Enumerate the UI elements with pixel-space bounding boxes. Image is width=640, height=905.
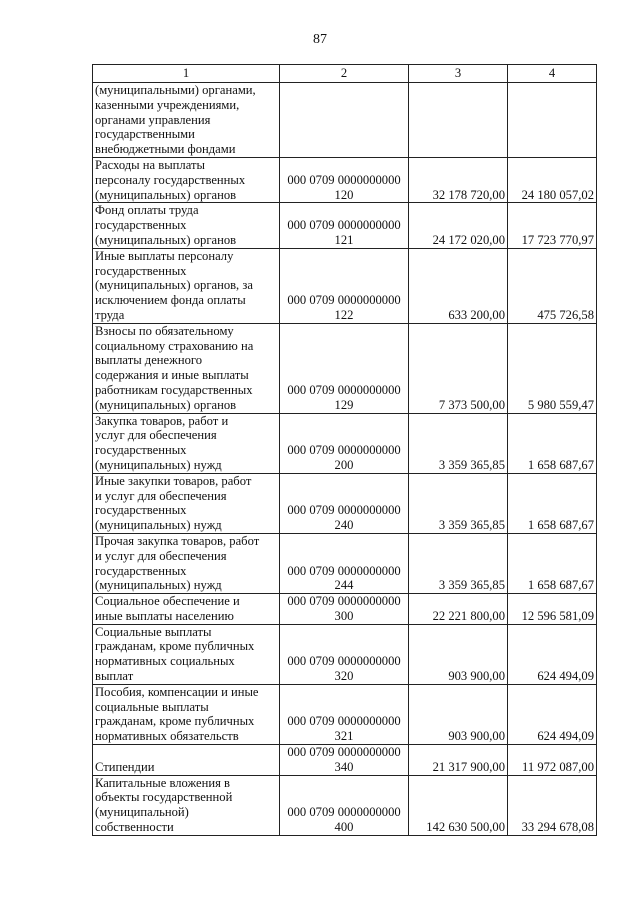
budget-code-cell: 000 0709 0000000000 300 — [280, 594, 409, 625]
budget-code-cell — [280, 83, 409, 158]
col4-value-cell: 12 596 581,09 — [508, 594, 597, 625]
budget-code-cell: 000 0709 0000000000 340 — [280, 745, 409, 776]
row-name-cell: Пособия, компенсации и иные социальные выплаты гражданам, кроме публичных нормативных обязательств — [93, 684, 280, 744]
row-name-cell: Закупка товаров, работ и услуг для обеспечения государственных (муниципальных) нужд — [93, 413, 280, 473]
row-name-cell: (муниципальными) органами, казенными учреждениями, органами управления государственными внебюджетными фондами — [93, 83, 280, 158]
table-row — [93, 157, 597, 202]
col3-value-cell — [409, 83, 508, 158]
budget-code-cell: 000 0709 0000000000 129 — [280, 323, 409, 413]
row-name-cell: Фонд оплаты труда государственных (муниципальных) органов — [93, 203, 280, 248]
col3-value-cell: 3 359 365,85 — [409, 473, 508, 533]
column-header: 2 — [280, 65, 409, 83]
table-row — [93, 248, 597, 323]
col4-value-cell — [508, 83, 597, 158]
col4-value-cell: 1 658 687,67 — [508, 473, 597, 533]
col3-value-cell: 21 317 900,00 — [409, 745, 508, 776]
header-row — [93, 65, 597, 83]
budget-code-cell: 000 0709 0000000000 200 — [280, 413, 409, 473]
row-name-cell: Иные закупки товаров, работ и услуг для обеспечения государственных (муниципальных) нужд — [93, 473, 280, 533]
table-row — [93, 745, 597, 776]
budget-code-cell: 000 0709 0000000000 320 — [280, 624, 409, 684]
col4-value-cell: 1 658 687,67 — [508, 533, 597, 593]
table-row — [93, 775, 597, 835]
col3-value-cell: 24 172 020,00 — [409, 203, 508, 248]
budget-code-cell: 000 0709 0000000000 122 — [280, 248, 409, 323]
row-name-cell: Взносы по обязательному социальному страхованию на выплаты денежного содержания и иные выплаты работникам государственных (муниципальных) органов — [93, 323, 280, 413]
row-name-cell: Иные выплаты персоналу государственных (муниципальных) органов, за исключением фонда оплаты труда — [93, 248, 280, 323]
col3-value-cell: 633 200,00 — [409, 248, 508, 323]
col3-value-cell: 903 900,00 — [409, 684, 508, 744]
table-row — [93, 473, 597, 533]
col4-value-cell: 475 726,58 — [508, 248, 597, 323]
column-header: 1 — [93, 65, 280, 83]
budget-code-cell: 000 0709 0000000000 244 — [280, 533, 409, 593]
column-header: 4 — [508, 65, 597, 83]
col3-value-cell: 32 178 720,00 — [409, 157, 508, 202]
col4-value-cell: 624 494,09 — [508, 624, 597, 684]
row-name-cell: Социальные выплаты гражданам, кроме публичных нормативных социальных выплат — [93, 624, 280, 684]
table-row — [93, 323, 597, 413]
row-name-cell: Капитальные вложения в объекты государственной (муниципальной) собственности — [93, 775, 280, 835]
col4-value-cell: 1 658 687,67 — [508, 413, 597, 473]
budget-code-cell: 000 0709 0000000000 400 — [280, 775, 409, 835]
col4-value-cell: 624 494,09 — [508, 684, 597, 744]
col3-value-cell: 3 359 365,85 — [409, 533, 508, 593]
col4-value-cell: 33 294 678,08 — [508, 775, 597, 835]
col4-value-cell: 24 180 057,02 — [508, 157, 597, 202]
row-name-cell: Прочая закупка товаров, работ и услуг для обеспечения государственных (муниципальных) нужд — [93, 533, 280, 593]
col3-value-cell: 7 373 500,00 — [409, 323, 508, 413]
col3-value-cell: 142 630 500,00 — [409, 775, 508, 835]
budget-code-cell: 000 0709 0000000000 120 — [280, 157, 409, 202]
table-row — [93, 624, 597, 684]
column-header: 3 — [409, 65, 508, 83]
table-row — [93, 83, 597, 158]
table-row — [93, 203, 597, 248]
col3-value-cell: 903 900,00 — [409, 624, 508, 684]
budget-code-cell: 000 0709 0000000000 121 — [280, 203, 409, 248]
table-row — [93, 533, 597, 593]
budget-table — [92, 64, 597, 836]
col4-value-cell: 5 980 559,47 — [508, 323, 597, 413]
row-name-cell: Стипендии — [93, 745, 280, 776]
budget-code-cell: 000 0709 0000000000 321 — [280, 684, 409, 744]
col4-value-cell: 11 972 087,00 — [508, 745, 597, 776]
row-name-cell: Социальное обеспечение и иные выплаты населению — [93, 594, 280, 625]
table-row — [93, 684, 597, 744]
col3-value-cell: 22 221 800,00 — [409, 594, 508, 625]
table-row — [93, 594, 597, 625]
col4-value-cell: 17 723 770,97 — [508, 203, 597, 248]
table-row — [93, 413, 597, 473]
col3-value-cell: 3 359 365,85 — [409, 413, 508, 473]
page-number: 87 — [313, 32, 327, 47]
budget-code-cell: 000 0709 0000000000 240 — [280, 473, 409, 533]
row-name-cell: Расходы на выплаты персоналу государственных (муниципальных) органов — [93, 157, 280, 202]
